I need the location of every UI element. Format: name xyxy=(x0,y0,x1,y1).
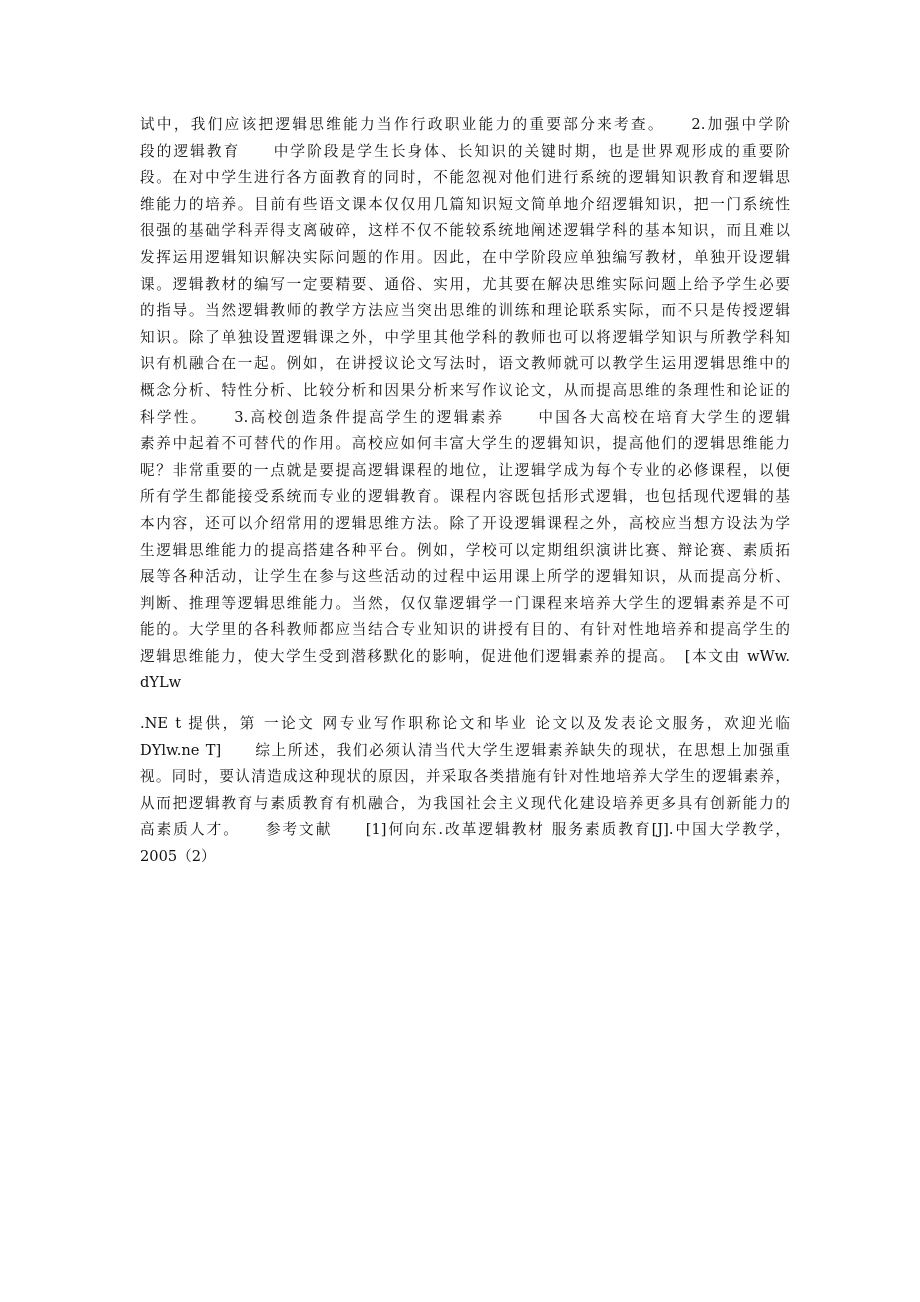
text-line: 概念分析、特性分析、比较分析和因果分析来写作议论文，从而提高思维的条理性和论证的 xyxy=(140,381,790,399)
text-line: 视。同时，要认清造成这种现状的原因，并采取各类措施有针对性地培养大学生的逻辑素养， xyxy=(140,768,790,786)
text-line: 课。逻辑教材的编写一定要精要、通俗、实用，尤其要在解决思维实际问题上给予学生必要 xyxy=(140,275,790,293)
text-line: 的指导。当然逻辑教师的教学方法应当突出思维的训练和理论联系实际，而不只是传授逻辑 xyxy=(140,302,790,320)
text-line: 识有机融合在一起。例如，在讲授议论文写法时，语文教师就可以教学生运用逻辑思维中的 xyxy=(140,355,790,373)
text-line: 展等各种活动，让学生在参与这些活动的过程中运用课上所学的逻辑知识，从而提高分析、 xyxy=(140,568,790,586)
article-text-block-2 xyxy=(140,711,790,871)
text-line: 试中，我们应该把逻辑思维能力当作行政职业能力的重要部分来考查。 2.加强中学阶 xyxy=(140,116,790,133)
text-line: 生逻辑思维能力的提高搭建各种平台。例如，学校可以定期组织演讲比赛、辩论赛、素质拓 xyxy=(140,541,790,559)
text-line: 本内容，还可以介绍常用的逻辑思维方法。除了开设逻辑课程之外，高校应当想方设法为学 xyxy=(140,514,790,532)
text-line: 科学性。 3.高校创造条件提高学生的逻辑素养 中国各大高校在培育大学生的逻辑 xyxy=(140,408,790,426)
text-line: 逻辑思维能力，使大学生受到潜移默化的影响，促进他们逻辑素养的提高。 [本文由 wWw. xyxy=(140,647,790,665)
text-line: 知识。除了单独设置逻辑课之外，中学里其他学科的教师也可以将逻辑学知识与所教学科知 xyxy=(140,328,790,346)
text-line: .NE t 提供，第 一论文 网专业写作职称论文和毕业 论文以及发表论文服务，欢迎光临 xyxy=(140,715,790,732)
text-line: 高素质人才。 参考文献 [1]何向东.改革逻辑教材 服务素质教育[J].中国大学教学， xyxy=(140,821,790,839)
text-line: 发挥运用逻辑知识解决实际问题的作用。因此，在中学阶段应单独编写教材，单独开设逻辑 xyxy=(140,248,790,266)
text-line: 呢？非常重要的一点就是要提高逻辑课程的地位，让逻辑学成为每个专业的必修课程，以便 xyxy=(140,461,790,479)
text-line: 从而把逻辑教育与素质教育有机融合，为我国社会主义现代化建设培养更多具有创新能力的 xyxy=(140,794,790,812)
text-line: 很强的基础学科弄得支离破碎，这样不仅不能较系统地阐述逻辑学科的基本知识，而且难以 xyxy=(140,222,790,240)
article-text-block-1 xyxy=(140,112,790,697)
text-line: 维能力的培养。目前有些语文课本仅仅用几篇知识短文简单地介绍逻辑知识，把一门系统性 xyxy=(140,195,790,213)
text-line: 能的。大学里的各科教师都应当结合专业知识的讲授有目的、有针对性地培养和提高学生的 xyxy=(140,621,790,639)
text-line: 段的逻辑教育 中学阶段是学生长身体、长知识的关键时期，也是世界观形成的重要阶 xyxy=(140,142,790,160)
text-line: 所有学生都能接受系统而专业的逻辑教育。课程内容既包括形式逻辑，也包括现代逻辑的基 xyxy=(140,488,790,506)
text-line: DYlw.ne T] 综上所述，我们必须认清当代大学生逻辑素养缺失的现状，在思想上加强重 xyxy=(140,741,790,759)
text-line: 2005（2） xyxy=(140,847,216,865)
text-line: 判断、推理等逻辑思维能力。当然，仅仅靠逻辑学一门课程来培养大学生的逻辑素养是不可 xyxy=(140,594,790,612)
text-line: 素养中起着不可替代的作用。高校应如何丰富大学生的逻辑知识，提高他们的逻辑思维能力 xyxy=(140,435,790,453)
text-line: dYLw xyxy=(140,674,182,692)
text-line: 段。在对中学生进行各方面教育的同时，不能忽视对他们进行系统的逻辑知识教育和逻辑思 xyxy=(140,169,790,187)
